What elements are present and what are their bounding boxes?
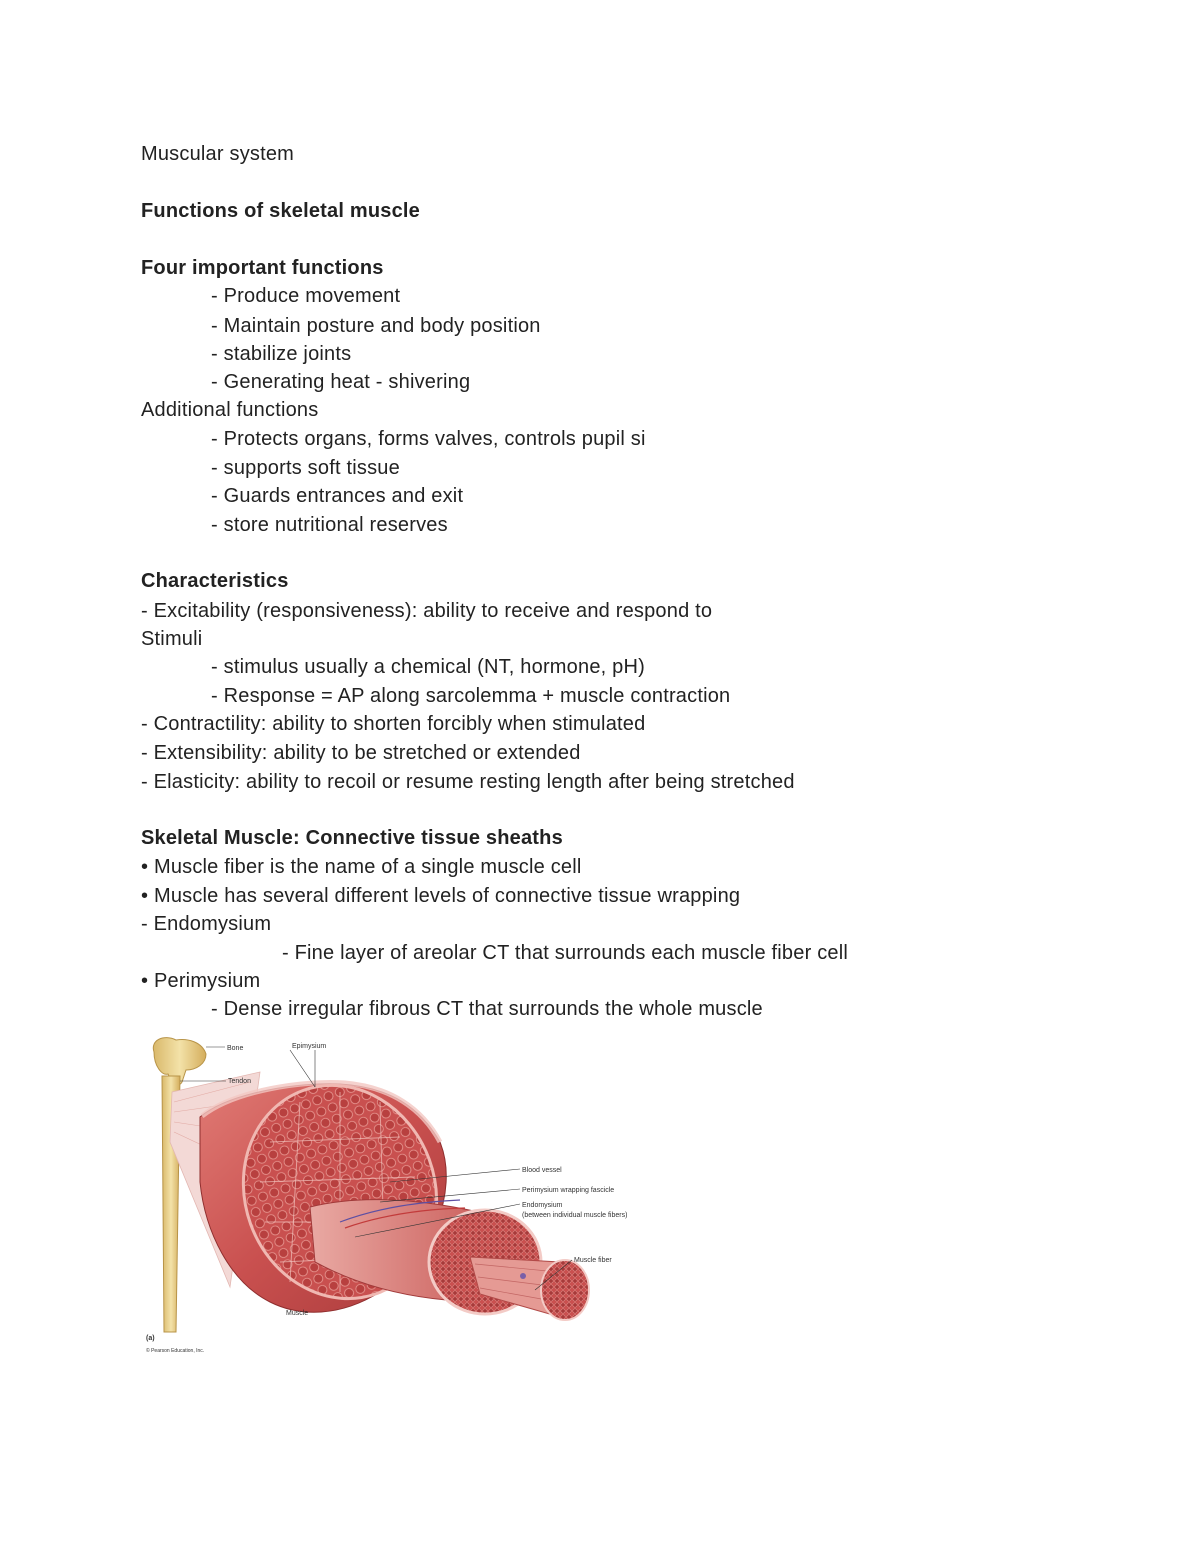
section-heading-functions: Functions of skeletal muscle	[141, 200, 421, 222]
label-muscle: Muscle	[286, 1310, 309, 1317]
label-bone: Bone	[227, 1045, 244, 1052]
function-item: - stabilize joints	[211, 343, 352, 365]
function-item: - Generating heat - shivering	[211, 371, 471, 393]
additional-function-item: - Protects organs, forms valves, controls pupil si	[211, 428, 646, 450]
muscle-anatomy-illustration	[140, 1032, 650, 1357]
additional-functions-heading: Additional functions	[141, 399, 319, 421]
sheath-perimysium: • Perimysium	[141, 970, 261, 992]
additional-function-item: - store nutritional reserves	[211, 514, 448, 536]
sheath-endomysium: - Endomysium	[141, 913, 272, 935]
label-epimysium: Epimysium	[292, 1043, 327, 1050]
characteristic-contractility: - Contractility: ability to shorten forcibly when stimulated	[141, 713, 646, 735]
response-note: - Response = AP along sarcolemma + muscle contraction	[211, 685, 731, 707]
muscle-anatomy-figure	[140, 1032, 650, 1357]
function-item: - Maintain posture and body position	[211, 315, 541, 337]
sheaths-heading: Skeletal Muscle: Connective tissue sheaths	[141, 827, 563, 849]
sheath-fiber-note: • Muscle fiber is the name of a single muscle cell	[141, 856, 582, 878]
four-functions-heading: Four important functions	[141, 257, 384, 279]
fiber-cross-section	[541, 1260, 589, 1320]
label-panel: (a)	[146, 1335, 155, 1342]
characteristic-elasticity: - Elasticity: ability to recoil or resume resting length after being stretched	[141, 771, 795, 793]
characteristic-excitability: - Excitability (responsiveness): ability to receive and respond to	[141, 600, 713, 622]
characteristic-extensibility: - Extensibility: ability to be stretched or extended	[141, 742, 581, 764]
sheath-perimysium-desc: - Dense irregular fibrous CT that surrounds the whole muscle	[211, 998, 763, 1020]
label-endomysium: Endomysium	[522, 1202, 563, 1209]
label-credit: © Pearson Education, Inc.	[146, 1348, 205, 1354]
document-title: Muscular system	[141, 143, 295, 165]
label-blood-vessel: Blood vessel	[522, 1167, 562, 1174]
label-endomysium-note: (between individual muscle fibers)	[522, 1212, 628, 1219]
label-tendon: Tendon	[228, 1078, 251, 1085]
function-item: - Produce movement	[211, 285, 401, 307]
characteristic-stimuli: Stimuli	[141, 628, 203, 650]
additional-function-item: - Guards entrances and exit	[211, 485, 464, 507]
sheath-endomysium-desc: - Fine layer of areolar CT that surrounds each muscle fiber cell	[282, 942, 849, 964]
stimulus-note: - stimulus usually a chemical (NT, hormone, pH)	[211, 656, 645, 678]
sheath-levels-note: • Muscle has several different levels of connective tissue wrapping	[141, 885, 741, 907]
label-perimysium-fascicle: Perimysium wrapping fascicle	[522, 1187, 615, 1194]
label-muscle-fiber: Muscle fiber	[574, 1257, 612, 1264]
additional-function-item: - supports soft tissue	[211, 457, 400, 479]
characteristics-heading: Characteristics	[141, 570, 289, 592]
